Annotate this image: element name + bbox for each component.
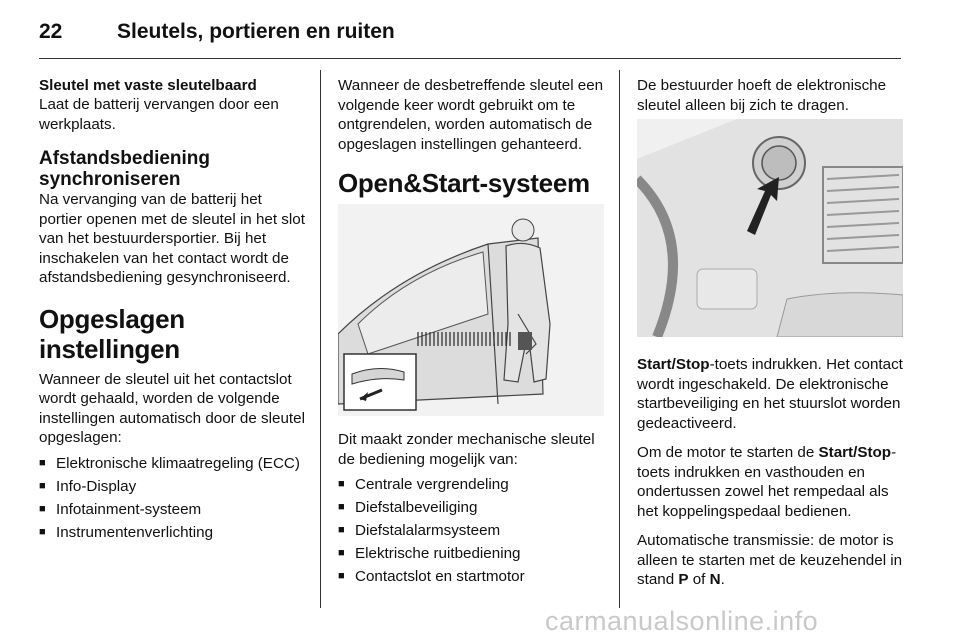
column-divider-1 xyxy=(320,70,321,608)
heading-sync-remote: Afstandsbediening synchroniseren xyxy=(39,148,211,190)
column-2 xyxy=(338,76,604,590)
header-rule xyxy=(39,58,901,59)
of-text: of xyxy=(688,571,710,588)
start-stop-illustration xyxy=(637,119,903,337)
paragraph-automatic xyxy=(637,531,903,590)
paragraph-sync: Na vervanging van de batterij het portier openen met de sleutel in het slot van het bestuurdersportier. Bij het inschakelen van het contact wordt de afstandsbediening gesynchroniseerd. xyxy=(39,191,305,286)
column-3 xyxy=(637,76,903,600)
list-item: ■ Diefstalalarmsysteem xyxy=(338,521,604,540)
heading-fixed-key: Sleutel met vaste sleutelbaard xyxy=(39,77,257,94)
list-item: ■ Infotainment-systeem xyxy=(39,500,305,519)
list-item: ■ Info-Display xyxy=(39,477,305,496)
saved-settings-list xyxy=(39,454,305,542)
paragraph-battery: Laat de batterij vervangen door een werkplaats. xyxy=(39,96,279,133)
page-header xyxy=(39,14,901,54)
list-item: ■ Diefstalbeveiliging xyxy=(338,498,604,517)
heading-open-start: Open&Start-systeem xyxy=(338,168,590,198)
column-divider-2 xyxy=(619,70,620,608)
paragraph-saved-settings: Wanneer de sleutel uit het contactslot wordt gehaald, worden de volgende instellingen automatisch door de sleutel opgeslagen: xyxy=(39,370,305,446)
heading-saved-settings: Opgeslagen instellingen xyxy=(39,303,185,364)
start-engine-text: Om de motor te starten de xyxy=(637,444,819,461)
list-item: ■ Instrumentenverlichting xyxy=(39,523,305,542)
paragraph-start-engine xyxy=(637,443,903,521)
paragraph-startstop-press xyxy=(637,355,903,433)
list-item: ■ Elektronische klimaatregeling (ECC) xyxy=(39,454,305,473)
startstop-label: Start/Stop xyxy=(637,356,710,373)
paragraph-keyless: Dit maakt zonder mechanische sleutel de bediening mogelijk van: xyxy=(338,431,595,468)
car-door-person-illustration xyxy=(338,204,604,416)
gear-p: P xyxy=(678,571,689,588)
startstop-text: -toets indrukken. Het contact wordt ingeschakeld. De elektronische startbeveiliging en het stuurslot worden gedeactiveerd. xyxy=(637,356,903,432)
paragraph-carry-key: De bestuurder hoeft de elektronische sleutel alleen bij zich te dragen. xyxy=(637,77,887,114)
startstop-label-2: Start/Stop xyxy=(818,444,892,461)
column-1 xyxy=(39,76,305,546)
open-start-illustration xyxy=(338,204,604,416)
start-engine-rest: -toets indrukken en vasthouden en ondertussen zowel het rempedaal als het koppelingspedaal bedienen. xyxy=(637,444,897,520)
list-item: ■ Centrale vergrendeling xyxy=(338,475,604,494)
watermark: carmanualsonline.info xyxy=(545,606,819,636)
keyless-features-list xyxy=(338,475,604,586)
automatic-text: Automatische transmissie: de motor is alleen te starten met de keuzehendel in stand xyxy=(637,532,903,588)
dashboard-start-button-illustration xyxy=(637,119,903,337)
page-number: 22 xyxy=(39,20,63,43)
paragraph-next-use: Wanneer de desbetreffende sleutel een volgende keer wordt gebruikt om te ontgrendelen, worden automatisch de opgeslagen instellingen gehanteerd. xyxy=(338,77,604,153)
gear-n: N xyxy=(709,571,721,588)
list-item: ■ Contactslot en startmotor xyxy=(338,567,604,586)
period: . xyxy=(720,571,725,588)
list-item: ■ Elektrische ruitbediening xyxy=(338,544,604,563)
page-title: Sleutels, portieren en ruiten xyxy=(117,20,395,43)
